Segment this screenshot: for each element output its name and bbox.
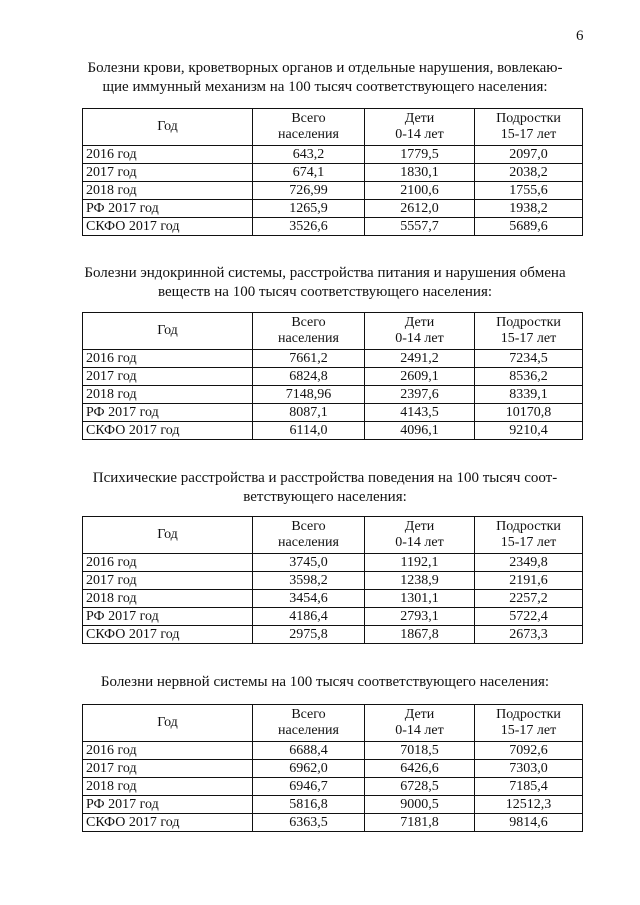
table-header-row bbox=[83, 109, 583, 146]
table-row bbox=[83, 796, 583, 814]
section-title-line: щие иммунный механизм на 100 тысяч соответствующего населения: bbox=[102, 79, 548, 95]
table-nervous-diseases bbox=[82, 704, 583, 832]
table-row bbox=[83, 814, 583, 832]
cell-total: 3454,6 bbox=[253, 590, 365, 608]
cell-teens: 7185,4 bbox=[475, 778, 583, 796]
header-year: Год bbox=[83, 313, 253, 350]
header-total: Всего населения bbox=[253, 313, 365, 350]
table-row bbox=[83, 164, 583, 182]
cell-year: РФ 2017 год bbox=[83, 608, 253, 626]
cell-teens: 5722,4 bbox=[475, 608, 583, 626]
cell-total: 3598,2 bbox=[253, 572, 365, 590]
header-year: Год bbox=[83, 109, 253, 146]
cell-year: 2017 год bbox=[83, 368, 253, 386]
cell-children: 1830,1 bbox=[365, 164, 475, 182]
cell-year: 2016 год bbox=[83, 742, 253, 760]
header-teens: Подростки 15-17 лет bbox=[475, 705, 583, 742]
cell-children: 2793,1 bbox=[365, 608, 475, 626]
cell-total: 2975,8 bbox=[253, 626, 365, 644]
cell-children: 4096,1 bbox=[365, 422, 475, 440]
cell-year: 2018 год bbox=[83, 590, 253, 608]
cell-teens: 2191,6 bbox=[475, 572, 583, 590]
cell-year: СКФО 2017 год bbox=[83, 814, 253, 832]
section-title-mental bbox=[70, 469, 580, 507]
cell-total: 726,99 bbox=[253, 182, 365, 200]
cell-teens: 1755,6 bbox=[475, 182, 583, 200]
cell-total: 6688,4 bbox=[253, 742, 365, 760]
table-row bbox=[83, 404, 583, 422]
cell-children: 9000,5 bbox=[365, 796, 475, 814]
section-title-line: ветствующего населения: bbox=[243, 489, 407, 505]
cell-total: 3745,0 bbox=[253, 554, 365, 572]
cell-teens: 8536,2 bbox=[475, 368, 583, 386]
cell-children: 2609,1 bbox=[365, 368, 475, 386]
cell-children: 1301,1 bbox=[365, 590, 475, 608]
cell-children: 2612,0 bbox=[365, 200, 475, 218]
header-children: Дети 0-14 лет bbox=[365, 705, 475, 742]
cell-total: 6114,0 bbox=[253, 422, 365, 440]
cell-year: СКФО 2017 год bbox=[83, 218, 253, 236]
cell-teens: 2038,2 bbox=[475, 164, 583, 182]
cell-year: 2018 год bbox=[83, 386, 253, 404]
cell-teens: 2257,2 bbox=[475, 590, 583, 608]
cell-year: 2018 год bbox=[83, 182, 253, 200]
cell-children: 7181,8 bbox=[365, 814, 475, 832]
table-row bbox=[83, 422, 583, 440]
cell-total: 6824,8 bbox=[253, 368, 365, 386]
cell-children: 4143,5 bbox=[365, 404, 475, 422]
header-teens: Подростки 15-17 лет bbox=[475, 109, 583, 146]
cell-year: РФ 2017 год bbox=[83, 404, 253, 422]
section-title-line: Болезни крови, кроветворных органов и отдельные нарушения, вовлекаю- bbox=[87, 60, 563, 76]
table-row bbox=[83, 350, 583, 368]
table-row bbox=[83, 554, 583, 572]
table-header-row bbox=[83, 517, 583, 554]
cell-year: 2017 год bbox=[83, 760, 253, 778]
table-row bbox=[83, 742, 583, 760]
header-children: Дети 0-14 лет bbox=[365, 109, 475, 146]
section-title-line: Психические расстройства и расстройства поведения на 100 тысяч соот- bbox=[92, 470, 558, 486]
header-total: Всего населения bbox=[253, 517, 365, 554]
header-year: Год bbox=[83, 517, 253, 554]
cell-teens: 1938,2 bbox=[475, 200, 583, 218]
table-row bbox=[83, 778, 583, 796]
section-title-line: Болезни эндокринной системы, расстройства питания и нарушения обмена bbox=[84, 265, 566, 281]
cell-year: РФ 2017 год bbox=[83, 200, 253, 218]
cell-teens: 7092,6 bbox=[475, 742, 583, 760]
cell-total: 7148,96 bbox=[253, 386, 365, 404]
cell-total: 643,2 bbox=[253, 146, 365, 164]
header-children: Дети 0-14 лет bbox=[365, 313, 475, 350]
section-title-line: веществ на 100 тысяч соответствующего населения: bbox=[157, 284, 493, 300]
table-endocrine-diseases bbox=[82, 312, 583, 440]
cell-children: 1192,1 bbox=[365, 554, 475, 572]
cell-total: 6946,7 bbox=[253, 778, 365, 796]
cell-children: 6728,5 bbox=[365, 778, 475, 796]
cell-children: 1238,9 bbox=[365, 572, 475, 590]
cell-children: 6426,6 bbox=[365, 760, 475, 778]
cell-children: 2397,6 bbox=[365, 386, 475, 404]
cell-teens: 2097,0 bbox=[475, 146, 583, 164]
page-number: 6 bbox=[576, 28, 584, 44]
table-row bbox=[83, 590, 583, 608]
table-row bbox=[83, 368, 583, 386]
cell-children: 1867,8 bbox=[365, 626, 475, 644]
cell-total: 674,1 bbox=[253, 164, 365, 182]
cell-children: 2100,6 bbox=[365, 182, 475, 200]
cell-year: 2016 год bbox=[83, 350, 253, 368]
cell-year: СКФО 2017 год bbox=[83, 626, 253, 644]
table-mental-disorders bbox=[82, 516, 583, 644]
table-row bbox=[83, 200, 583, 218]
cell-teens: 2673,3 bbox=[475, 626, 583, 644]
table-row bbox=[83, 146, 583, 164]
header-children: Дети 0-14 лет bbox=[365, 517, 475, 554]
cell-year: 2018 год bbox=[83, 778, 253, 796]
header-teens: Подростки 15-17 лет bbox=[475, 517, 583, 554]
cell-children: 2491,2 bbox=[365, 350, 475, 368]
table-header-row bbox=[83, 313, 583, 350]
section-title-nervous bbox=[70, 673, 580, 692]
section-title-blood bbox=[70, 59, 580, 97]
cell-children: 7018,5 bbox=[365, 742, 475, 760]
cell-year: РФ 2017 год bbox=[83, 796, 253, 814]
table-row bbox=[83, 760, 583, 778]
cell-children: 1779,5 bbox=[365, 146, 475, 164]
cell-teens: 9814,6 bbox=[475, 814, 583, 832]
cell-year: 2016 год bbox=[83, 146, 253, 164]
cell-year: 2017 год bbox=[83, 164, 253, 182]
cell-total: 5816,8 bbox=[253, 796, 365, 814]
cell-total: 6363,5 bbox=[253, 814, 365, 832]
cell-teens: 7303,0 bbox=[475, 760, 583, 778]
header-year: Год bbox=[83, 705, 253, 742]
header-total: Всего населения bbox=[253, 705, 365, 742]
table-header-row bbox=[83, 705, 583, 742]
table-blood-diseases bbox=[82, 108, 583, 236]
cell-teens: 10170,8 bbox=[475, 404, 583, 422]
cell-teens: 12512,3 bbox=[475, 796, 583, 814]
section-title-endocrine bbox=[70, 264, 580, 302]
cell-total: 8087,1 bbox=[253, 404, 365, 422]
table-row bbox=[83, 608, 583, 626]
header-teens: Подростки 15-17 лет bbox=[475, 313, 583, 350]
cell-children: 5557,7 bbox=[365, 218, 475, 236]
cell-total: 4186,4 bbox=[253, 608, 365, 626]
cell-teens: 8339,1 bbox=[475, 386, 583, 404]
cell-year: 2016 год bbox=[83, 554, 253, 572]
cell-teens: 5689,6 bbox=[475, 218, 583, 236]
cell-year: 2017 год bbox=[83, 572, 253, 590]
cell-teens: 2349,8 bbox=[475, 554, 583, 572]
cell-total: 1265,9 bbox=[253, 200, 365, 218]
cell-total: 3526,6 bbox=[253, 218, 365, 236]
table-row bbox=[83, 182, 583, 200]
section-title-line: Болезни нервной системы на 100 тысяч соответствующего населения: bbox=[100, 674, 550, 690]
cell-year: СКФО 2017 год bbox=[83, 422, 253, 440]
table-row bbox=[83, 386, 583, 404]
header-total: Всего населения bbox=[253, 109, 365, 146]
table-row bbox=[83, 626, 583, 644]
cell-teens: 7234,5 bbox=[475, 350, 583, 368]
cell-total: 7661,2 bbox=[253, 350, 365, 368]
table-row bbox=[83, 572, 583, 590]
cell-teens: 9210,4 bbox=[475, 422, 583, 440]
table-row bbox=[83, 218, 583, 236]
cell-total: 6962,0 bbox=[253, 760, 365, 778]
